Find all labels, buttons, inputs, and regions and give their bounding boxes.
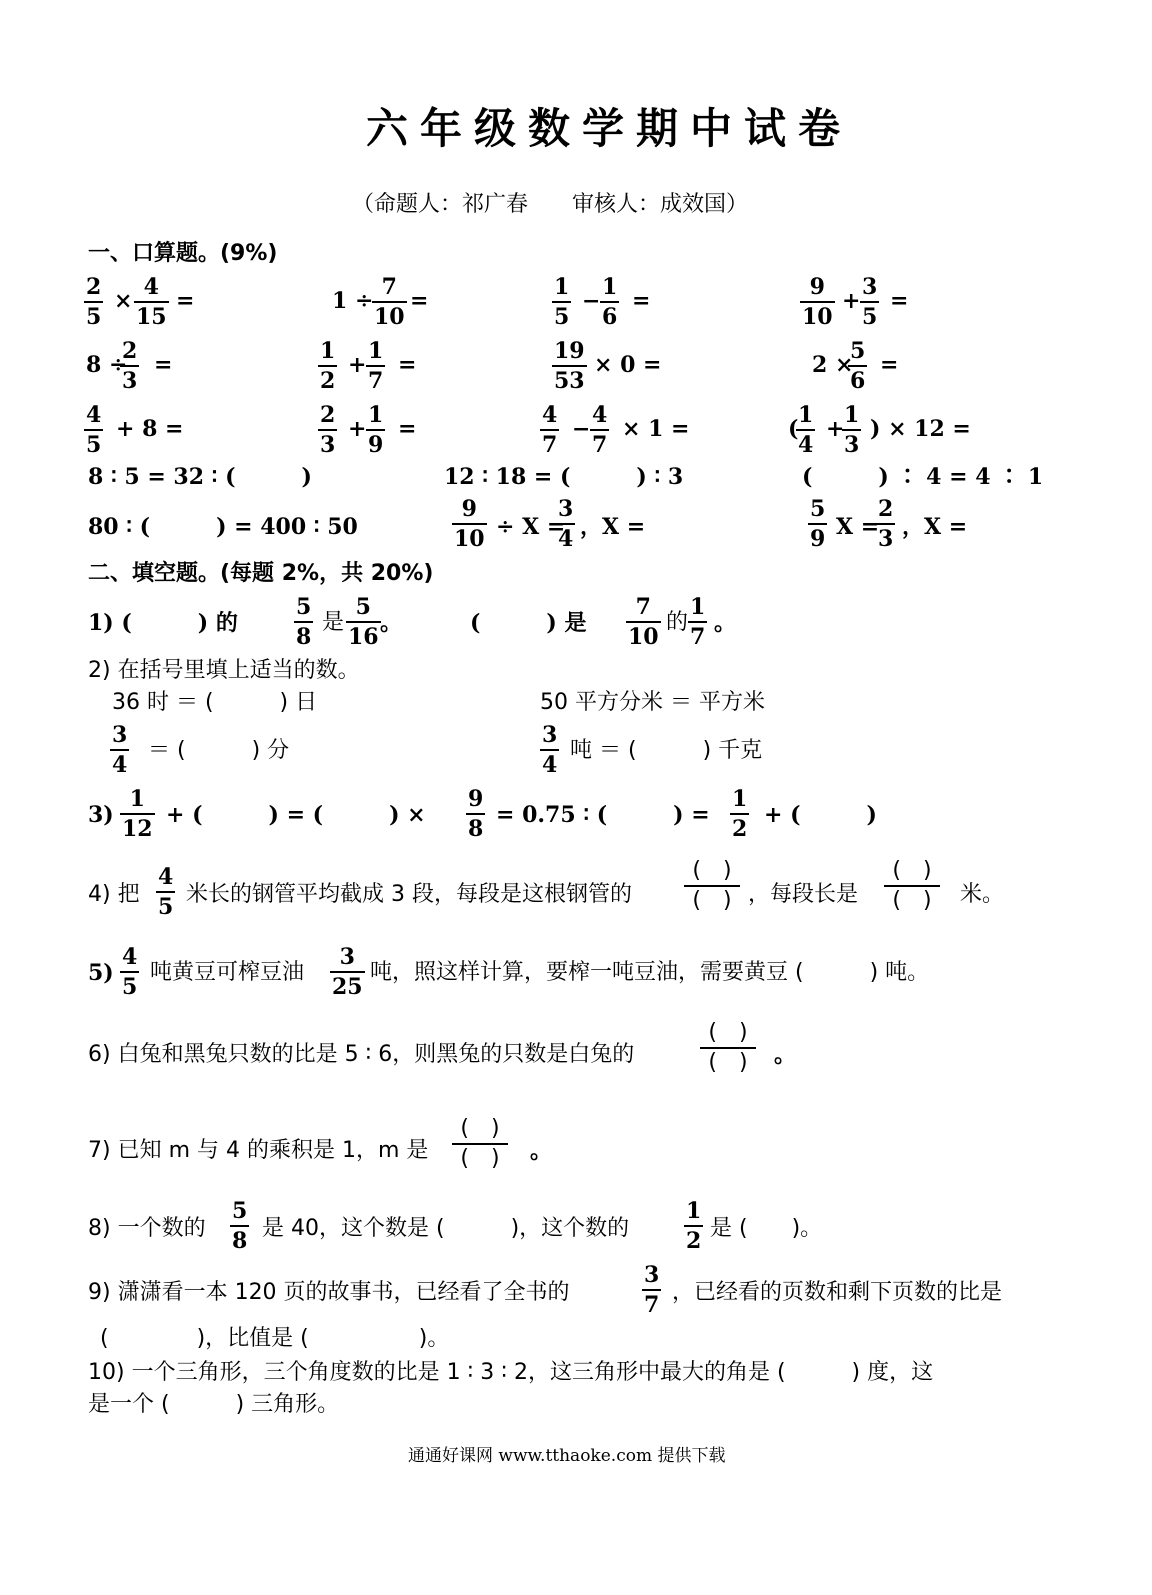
fraction: $\frac{3}{4}$: [542, 722, 558, 778]
fraction: $\frac{1}{7}$: [368, 338, 384, 394]
fraction: $\frac{9}{10}$: [802, 274, 833, 330]
blank-fraction: ( ) ( ): [452, 1118, 508, 1170]
blank-fraction: ( ) ( ): [884, 860, 940, 912]
fraction: $\frac{4}{7}$: [592, 402, 608, 458]
fraction: $\frac{5}{9}$: [810, 496, 826, 552]
fraction: $\frac{5}{8}$: [232, 1198, 248, 1254]
fraction: $\frac{4}{5}$: [86, 402, 102, 458]
fraction: $\frac{2}{3}$: [122, 338, 138, 394]
fraction: $\frac{1}{4}$: [798, 402, 814, 458]
fraction: $\frac{1}{5}$: [554, 274, 570, 330]
authors-line: （命题人：祁广春 审核人：成效国）: [352, 192, 749, 217]
fraction: $\frac{7}{10}$: [374, 274, 405, 330]
fraction: $\frac{1}{12}$: [122, 786, 153, 842]
fraction: $\frac{3}{25}$: [332, 944, 363, 1000]
fraction: $\frac{7}{10}$: [628, 594, 659, 650]
fraction: $\frac{5}{16}$: [348, 594, 379, 650]
fraction: $\frac{1}{9}$: [368, 402, 384, 458]
fraction: $\frac{9}{10}$: [454, 496, 485, 552]
fraction: $\frac{3}{4}$: [558, 496, 574, 552]
footer-text: 通通好课网 www.tthaoke.com 提供下载: [408, 1446, 726, 1466]
fraction: $\frac{5}{8}$: [296, 594, 312, 650]
fraction: $\frac{4}{5}$: [158, 864, 174, 920]
fraction: $\frac{9}{8}$: [468, 786, 484, 842]
fraction: $\frac{2}{3}$: [320, 402, 336, 458]
blank-fraction: ( ) ( ): [684, 860, 740, 912]
fraction: $\frac{1}{2}$: [320, 338, 336, 394]
blank-fraction: ( ) ( ): [700, 1022, 756, 1074]
exam-page: 六年级数学期中试卷 （命题人：祁广春 审核人：成效国） 一、口算题。(9%) $\frac{2}{5}$ × $\frac{4}{15}$ = 1 ÷ $\frac{7}{10}$ = $\frac{1}{5}$ − $\frac{1}{6}$ = $\frac{9}{10}$ + $\frac{3}{5}$ = 8 ÷ $\frac{2}{3}$ = $\frac{1}{2}$ + $\frac{1}{7}$ = $\frac{19}{53}$ × 0 = 2 × $\frac{5}{6}$ = $\frac{4}{5}$ + 8 = $\frac{2}{3}$ + $\frac{1}{9}$ = $\frac{4}{7}$ − $\frac{4}{7}$ × 1 = ( $\frac{1}{4}$ + $\frac{1}{3}$ ) × 12 = 8 ∶ 5 = 32 ∶ ( ) 12 ∶ 18 = ( ) ∶ 3 ( ) ∶ 4 = 4 ∶ 1 80 ∶ ( ) = 400 ∶ 50 $\frac{9}{10}$ ÷ X = $\frac{3}{4}$ ，X = $\frac{5}{9}$ X = $\frac{2}{3}$ ，X = 二、填空题。(每题 2%，共 20%) 1) ( ) 的 $\frac{5}{8}$ 是 $\frac{5}{16}$ 。 ( ) 是 $\frac{7}{10}$ 的 $\frac{1}{7}$ 。 2) 在括号里填上适当的数。 36 时 ＝ ( ) 日 50 平方分米 ＝ 平方米 $\frac{3}{4}$ ＝ ( ) 分 $\frac{3}{4}$ 吨 ＝ ( ) 千克 3) $\frac{1}{12}$ + ( ) = ( ) × $\frac{9}{8}$ = 0.75 ∶ ( ) = $\frac{1}{2}$ + ( ) 4) 把 $\frac{4}{5}$ 米长的钢管平均截成 3 段，每段是这根钢管的 ( ) ( ) ，每段长是 ( ) ( ) 米。 5) $\frac{4}{5}$ 吨黄豆可榨豆油 $\frac{3}{25}$ 吨，照这样计算，要榨一吨豆油，需要黄豆 ( ) 吨。 6) 白兔和黑兔只数的比是 5 ∶ 6，则黑兔的只数是白兔的 ( ) ( ) 。 7) 已知 m 与 4 的乘积是 1，m 是 ( ) ( ) 。 8) 一个数的 $\frac{5}{8}$ 是 40，这个数是 ( )，这个数的 $\frac{1}{2}$ 是 ( )。 9) 潇潇看一本 120 页的故事书，已经看了全书的 $\frac{3}{7}$ ，已经看的页数和剩下页数的比是 ( )，比值是 ( )。 10) 一个三角形，三个角度数的比是 1 ∶ 3 ∶ 2，这三角形中最大的角是 ( ) 度，这 是一个 ( ) 三角形。 通通好课网 www.tthaoke.com 提供下载: [0, 0, 1152, 1595]
fraction: $\frac{4}{7}$: [542, 402, 558, 458]
fraction: $\frac{3}{4}$: [112, 722, 128, 778]
fraction: $\frac{19}{53}$: [554, 338, 585, 394]
section2-heading: 二、填空题。(每题 2%，共 20%): [88, 561, 434, 586]
section1-heading: 一、口算题。(9%): [88, 241, 278, 266]
fraction: $\frac{3}{7}$: [644, 1262, 660, 1318]
fraction: $\frac{2}{3}$: [878, 496, 894, 552]
fraction: $\frac{1}{2}$: [686, 1198, 702, 1254]
fraction: $\frac{1}{6}$: [602, 274, 618, 330]
fraction: $\frac{1}{7}$: [690, 594, 706, 650]
fraction: $\frac{4}{5}$: [122, 944, 138, 1000]
fraction: $\frac{4}{15}$: [136, 274, 167, 330]
fraction: $\frac{3}{5}$: [862, 274, 878, 330]
fraction: $\frac{1}{3}$: [844, 402, 860, 458]
page-title: 六年级数学期中试卷: [366, 104, 853, 153]
fraction: $\frac{1}{2}$: [732, 786, 748, 842]
fraction: $\frac{5}{6}$: [850, 338, 866, 394]
fraction: $\frac{2}{5}$: [86, 274, 102, 330]
